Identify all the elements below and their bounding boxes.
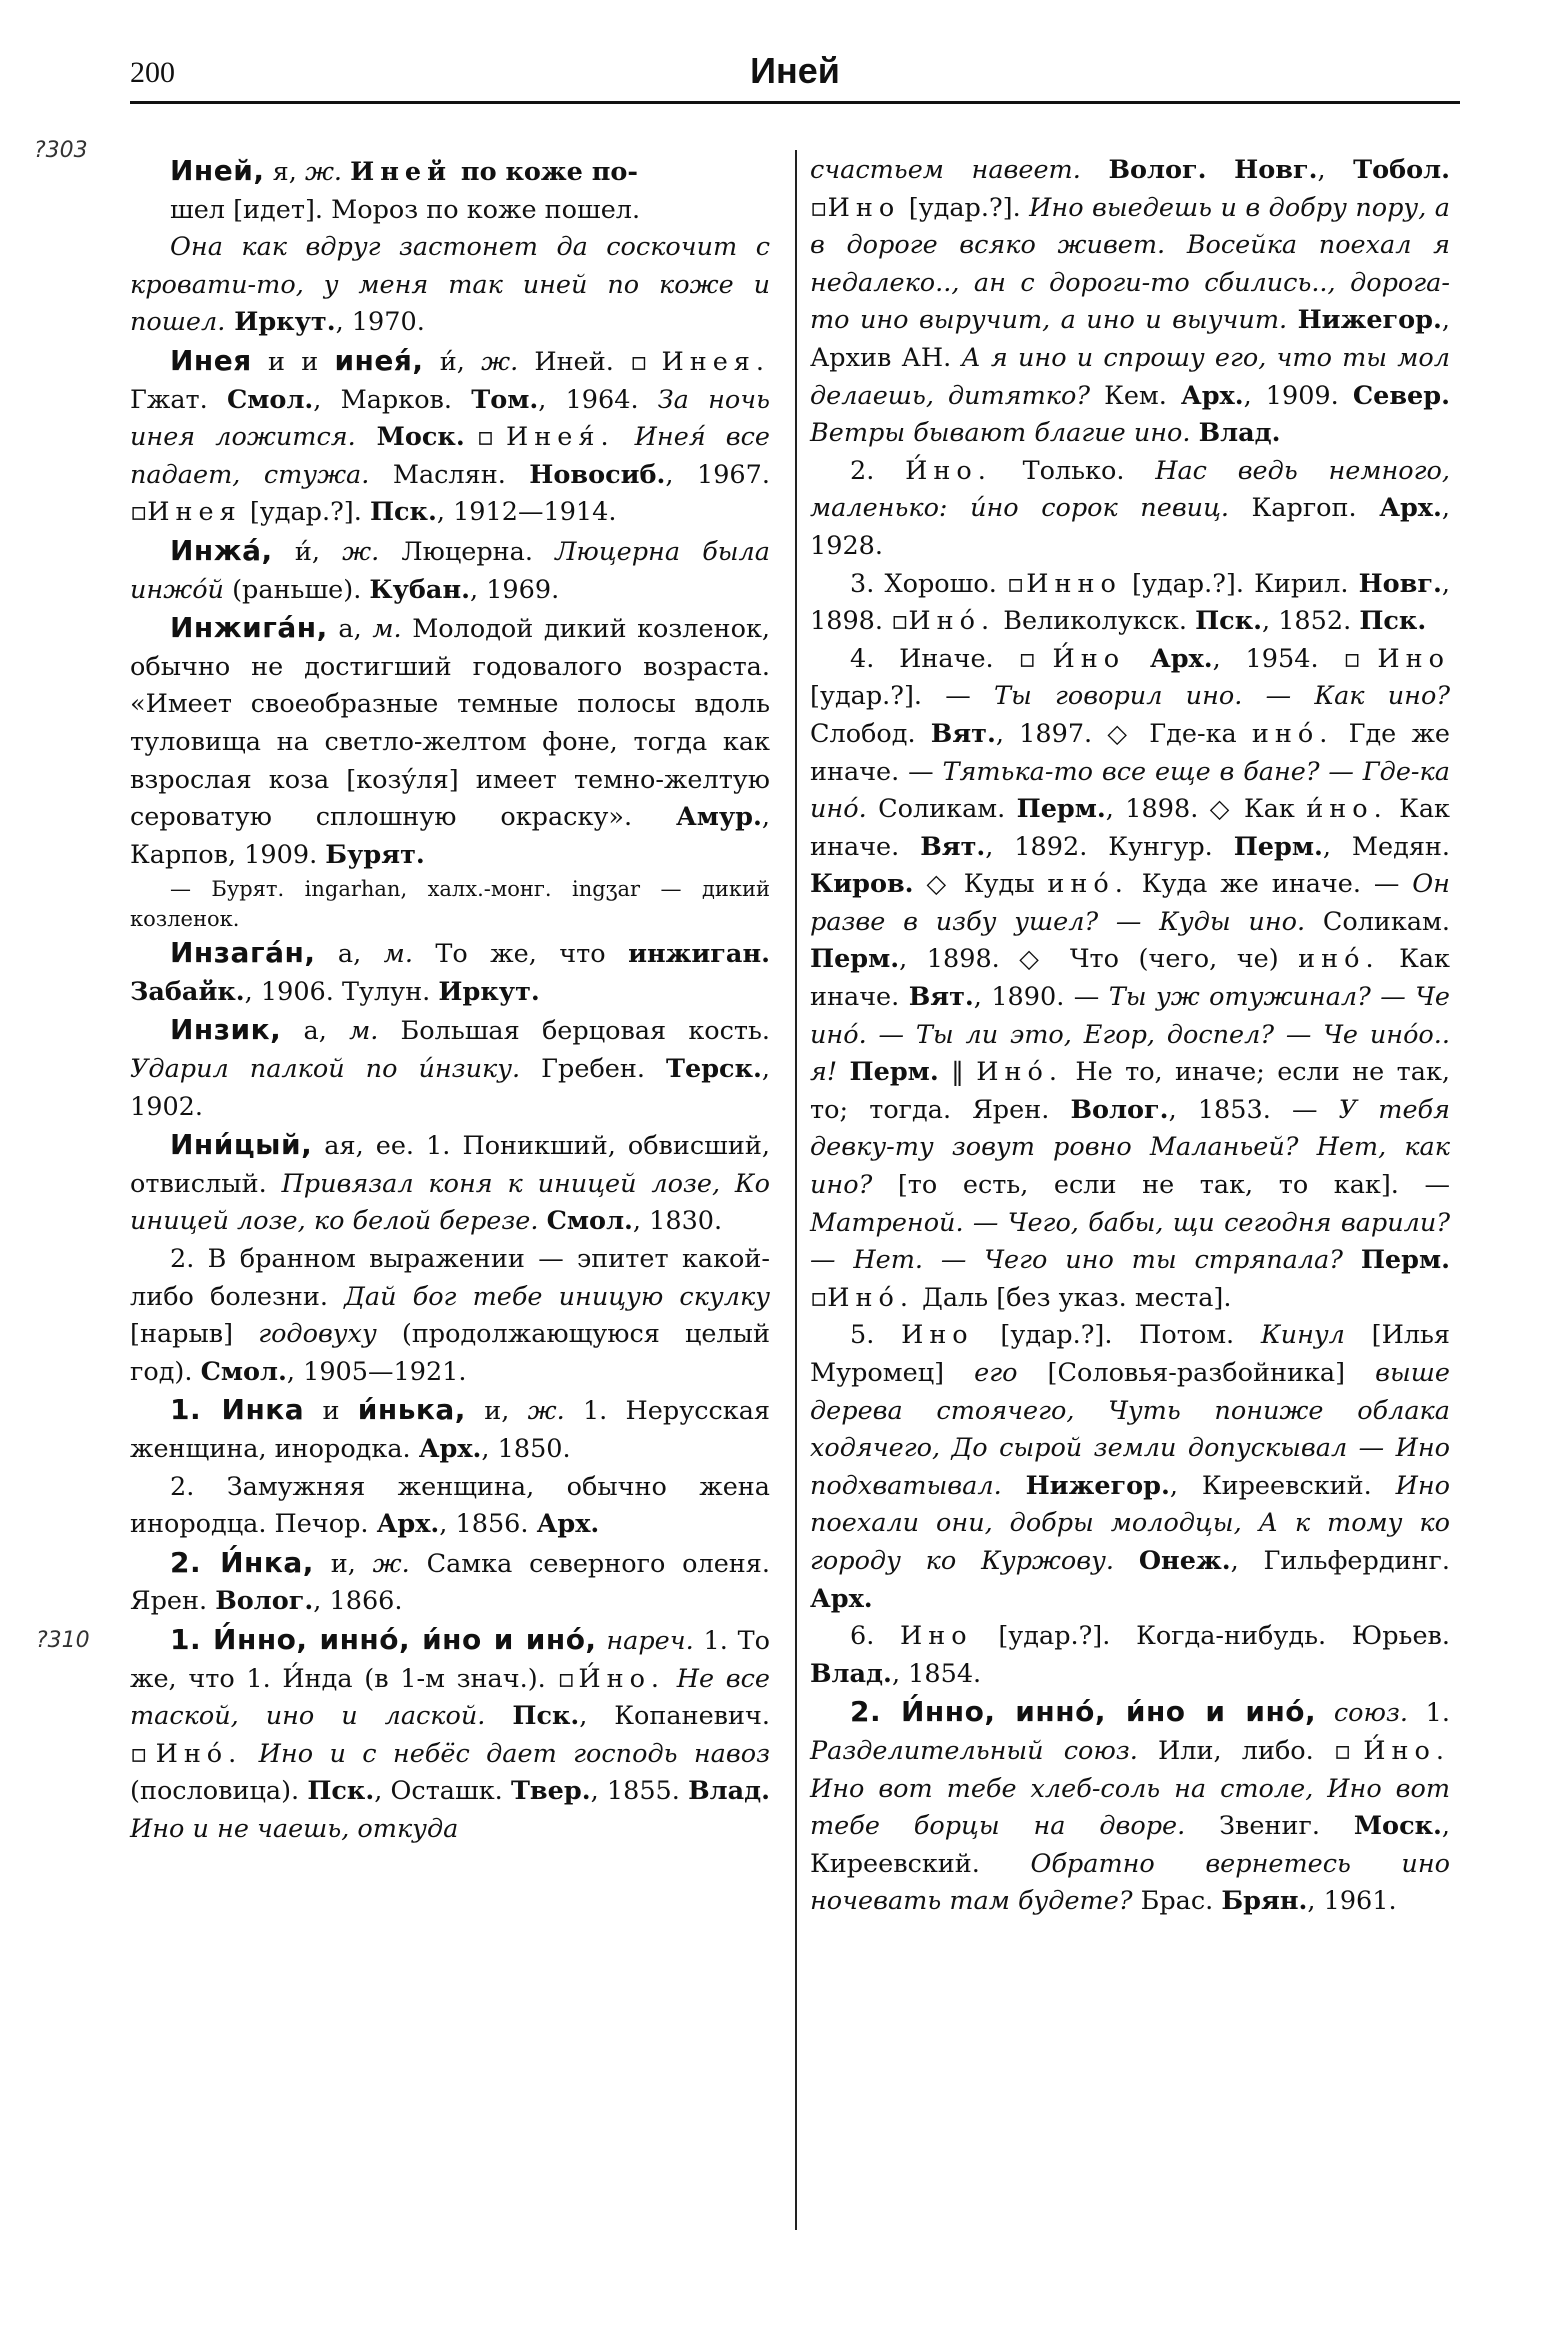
example-text: Он разве в избу ушел? — Куды ино. bbox=[810, 869, 1450, 937]
region-label: Пск. bbox=[307, 1776, 375, 1807]
entry-paragraph bbox=[130, 342, 770, 532]
definition-text: , bbox=[1317, 155, 1354, 185]
definition-text: и́, bbox=[272, 536, 343, 567]
definition-text: 4. Иначе. ▫ bbox=[850, 643, 1053, 674]
dictionary-entry bbox=[130, 1621, 770, 1849]
example-text: А я ино и спрошу его, что ты мол делаешь, дитятко? bbox=[810, 342, 1450, 411]
example-text: ж. bbox=[527, 1396, 565, 1427]
region-label: Арх. bbox=[1149, 643, 1213, 674]
definition-text: [Илья Муромец] bbox=[810, 1320, 1450, 1388]
region-label: Волог. bbox=[1108, 155, 1207, 185]
definition-text: Ино bbox=[900, 1621, 973, 1652]
example-text: Нас ведь немного, маленько: и́но сорок певиц. bbox=[810, 455, 1450, 524]
definition-text: [удар.?]. Когда-нибудь. Юрьев. bbox=[972, 1621, 1450, 1652]
dictionary-entry bbox=[810, 1693, 1450, 1921]
definition-text bbox=[597, 1626, 607, 1656]
region-label: Арх. bbox=[536, 1509, 600, 1540]
region-label: Амур. bbox=[675, 802, 762, 833]
definition-text: , 1967. ▫ bbox=[130, 459, 770, 528]
definition-text bbox=[665, 1664, 677, 1694]
definition-text: , 1905—1921. bbox=[286, 1356, 467, 1387]
dictionary-entry bbox=[130, 609, 770, 934]
etymology-note: — Бурят. ingarhan, халх.-монг. ingʒar — дикий козленок. bbox=[130, 877, 770, 932]
example-text: Ты уж отужинал? — Че ино́. — Ты ли это, Егор, доспел? — Че ино́о.. я! bbox=[810, 982, 1451, 1088]
example-text: ж. bbox=[304, 157, 343, 187]
example-text: его bbox=[974, 1358, 1018, 1388]
example-text: ж. bbox=[342, 536, 380, 567]
example-text: Разделительный союз. bbox=[810, 1735, 1138, 1766]
definition-text: Ино́. bbox=[827, 1282, 914, 1313]
example-text: У тебя девку-ту зовут ровно Маланьей? Нет, как ино? bbox=[810, 1094, 1450, 1201]
definition-text: 6. bbox=[850, 1621, 901, 1652]
definition-text: , 1964. bbox=[538, 384, 658, 415]
example-text: выше дерева стоячего, Чуть пониже облака ходячего, До сырой земли допускывал — Ино подхватывал. bbox=[810, 1358, 1451, 1501]
example-text: м. bbox=[372, 614, 402, 645]
example-text: нареч. bbox=[606, 1625, 694, 1656]
margin-note-handwritten: ?310 bbox=[36, 1628, 90, 1653]
definition-text: , Архив АН. bbox=[810, 305, 1450, 373]
definition-text bbox=[1207, 155, 1235, 185]
definition-text: Ино bbox=[901, 1320, 974, 1351]
definition-text: Инея́. bbox=[506, 422, 615, 453]
definition-text: 1. Нерусская женщина, инородка. bbox=[130, 1396, 770, 1464]
definition-text: Самка северного оленя. Ярен. bbox=[130, 1548, 770, 1617]
region-label: Смол. bbox=[200, 1356, 287, 1387]
region-label: Арх. bbox=[376, 1509, 440, 1540]
definition-text bbox=[837, 1057, 849, 1087]
example-text: Кинул bbox=[1260, 1320, 1345, 1351]
region-label: Влад. bbox=[1198, 418, 1281, 449]
margin-note-handwritten: ?303 bbox=[34, 138, 88, 163]
left-column bbox=[130, 152, 770, 1849]
headword: Инжига́н, bbox=[170, 611, 328, 645]
definition-text: ▫ bbox=[464, 422, 507, 453]
definition-text: Гжат. bbox=[130, 384, 227, 415]
definition-text: Кем. bbox=[1090, 380, 1181, 411]
definition-text: Великолукск. bbox=[995, 606, 1196, 637]
right-column bbox=[810, 152, 1450, 1921]
dictionary-entry bbox=[130, 342, 770, 532]
definition-text: ▫ bbox=[810, 1282, 828, 1313]
definition-text: Иней. bbox=[518, 346, 631, 377]
example-text: ж. bbox=[481, 346, 519, 377]
example-text: Ветры бывают благие ино. bbox=[810, 418, 1191, 449]
entry-paragraph bbox=[130, 1391, 770, 1468]
definition-text: 5. bbox=[850, 1320, 902, 1351]
definition-text: Инея bbox=[147, 497, 242, 528]
definition-text: 2. Замужняя женщина, обычно жена инородца. Печор. bbox=[130, 1471, 770, 1540]
definition-text: 2. В бранном выражении — эпитет какой-либо болезни. bbox=[130, 1244, 770, 1312]
example-text: Ино и не чаешь, откуда bbox=[130, 1813, 459, 1844]
region-label: Моск. bbox=[1353, 1811, 1442, 1842]
definition-text: Куда же иначе. — bbox=[1128, 869, 1413, 900]
definition-text: То же, что bbox=[412, 939, 629, 970]
definition-text: и, bbox=[465, 1396, 528, 1427]
definition-text: и́, bbox=[423, 346, 482, 377]
definition-text: , 1830. bbox=[632, 1206, 723, 1237]
region-label: Вят. bbox=[920, 831, 986, 862]
definition-text: 1. bbox=[1407, 1698, 1451, 1729]
region-label: Вят. bbox=[930, 718, 996, 749]
region-label: Арх. bbox=[810, 1583, 873, 1614]
region-label: Волог. bbox=[1070, 1094, 1169, 1125]
definition-text: Или, либо. ▫ bbox=[1137, 1735, 1364, 1766]
entry-paragraph bbox=[130, 934, 770, 1011]
dictionary-entry bbox=[130, 152, 770, 342]
region-label: Перм. bbox=[1016, 794, 1106, 825]
dictionary-entry bbox=[130, 1544, 770, 1621]
definition-text: , 1892. Кунгур. bbox=[985, 831, 1234, 862]
example-text: Не все таской, ино и лаской. bbox=[130, 1663, 770, 1732]
entry-paragraph bbox=[130, 1011, 770, 1126]
entry-paragraph bbox=[130, 152, 770, 192]
definition-text: И́но. bbox=[578, 1663, 666, 1694]
example-text: Ино вот тебе хлеб-соль на столе, Ино вот тебе борцы на дворе. bbox=[810, 1773, 1450, 1842]
definition-text: ая, ее. 1. Поникший, обвисший, отвислый. bbox=[130, 1131, 770, 1199]
region-label: Перм. bbox=[1233, 831, 1323, 862]
example-text: Ино выедешь и в добру пору, а в дороге всяко живет. Восейка поехал я недалеко.., ан с дороги-то сбились.., дорога-то ино выручит, а ино и выучит. bbox=[810, 192, 1450, 336]
region-label: Арх. bbox=[1379, 493, 1442, 524]
region-label: Влад. bbox=[688, 1776, 770, 1807]
definition-text: , Киреевский. bbox=[1169, 1470, 1396, 1501]
headword: 1. И́нно, инно́, и́но и ино́, bbox=[170, 1622, 597, 1656]
example-text: Дай бог тебе иницую скулку bbox=[344, 1281, 770, 1312]
example-text: Она как вдруг застонет да соскочит с кровати-то, у меня так иней по коже и пошел. bbox=[130, 232, 770, 338]
region-label: Арх. bbox=[418, 1434, 482, 1464]
definition-text: , 1954. ▫ bbox=[1212, 643, 1378, 674]
definition-text: ▫ bbox=[810, 192, 828, 223]
definition-text: Ино́. bbox=[976, 1057, 1063, 1088]
definition-text: [удар.?]. bbox=[900, 192, 1030, 223]
definition-text: а, bbox=[315, 939, 384, 970]
region-label: Волог. bbox=[215, 1586, 314, 1617]
definition-text: [удар.?]. — bbox=[810, 681, 994, 712]
region-label: Том. bbox=[471, 384, 539, 415]
region-label: по коже по- bbox=[452, 157, 639, 187]
definition-text bbox=[1081, 155, 1109, 185]
definition-text: Как иначе. bbox=[810, 794, 1450, 862]
region-label: Новг. bbox=[1358, 568, 1442, 599]
definition-text: ◇ Куды bbox=[913, 869, 1048, 900]
entry-paragraph bbox=[810, 1317, 1450, 1618]
headword: 1. Инка bbox=[170, 1393, 305, 1427]
definition-text: Ино bbox=[1377, 643, 1450, 674]
region-label: Перм. bbox=[810, 944, 900, 975]
definition-text: и, bbox=[313, 1548, 373, 1579]
definition-text bbox=[1316, 1698, 1334, 1728]
definition-text: Ино́. bbox=[908, 606, 996, 637]
dictionary-entry bbox=[130, 1011, 770, 1126]
dictionary-entry bbox=[130, 934, 770, 1011]
example-text: годовуху bbox=[258, 1319, 377, 1350]
definition-text: 1. То же, что 1. И́нда (в 1-м знач.). ▫ bbox=[130, 1625, 770, 1694]
definition-text: Соликам. bbox=[866, 794, 1017, 825]
entry-paragraph bbox=[130, 609, 770, 874]
definition-text: , 1906. Тулун. bbox=[244, 976, 439, 1007]
definition-text: ино́. bbox=[1047, 869, 1129, 900]
definition-text: , 1898. ◇ Что (чего, че) bbox=[899, 944, 1299, 975]
region-label: Пск. bbox=[512, 1701, 580, 1732]
definition-text: , 1852. bbox=[1262, 606, 1360, 637]
region-label: Перм. bbox=[849, 1057, 939, 1088]
definition-text: Большая берцовая кость. bbox=[378, 1016, 770, 1047]
definition-text: и и bbox=[251, 346, 335, 377]
definition-text: , 1890. — bbox=[973, 982, 1109, 1013]
definition-text: Как иначе. bbox=[810, 944, 1450, 1013]
region-label: инжиган. bbox=[628, 939, 770, 970]
example-text: Привязал коня к иницей лозе, Ко иницей лозе, ко белой березе. bbox=[130, 1168, 770, 1237]
definition-text: 3. Хорошо. ▫ bbox=[850, 568, 1027, 599]
entry-paragraph bbox=[130, 1544, 770, 1621]
definition-text: , 1928. bbox=[810, 493, 1450, 561]
example-text: ж. bbox=[372, 1548, 410, 1579]
region-label: Пск. bbox=[1195, 606, 1262, 637]
definition-text: , 1897. ◇ Где-ка bbox=[995, 718, 1252, 749]
region-label: Терск. bbox=[666, 1054, 762, 1085]
definition-text: Слобод. bbox=[810, 718, 931, 749]
entry-paragraph bbox=[130, 1126, 770, 1241]
definition-text: ино́. bbox=[1251, 718, 1334, 749]
definition-text: Инно bbox=[1026, 568, 1122, 599]
definition-text: , Медян. bbox=[1322, 831, 1451, 862]
definition-text: , 1898. ◇ Как bbox=[1105, 794, 1307, 825]
definition-text: , 1970. bbox=[335, 307, 425, 338]
definition-text: и́но. bbox=[1306, 794, 1388, 825]
definition-text: шел [идет]. Мороз по коже пошел. bbox=[170, 194, 641, 225]
entry-paragraph bbox=[810, 152, 1450, 453]
definition-text: Звениг. bbox=[1185, 1811, 1354, 1842]
headword: 2. И́нка, bbox=[170, 1545, 314, 1579]
example-text: Матреной. — Чего, бабы, щи сегодня варили? — Нет. — Чего ино ты стряпала? bbox=[810, 1207, 1450, 1276]
definition-text: [удар.?]. Потом. bbox=[973, 1320, 1261, 1351]
definition-text: (продолжающуюся целый год). bbox=[130, 1319, 770, 1387]
dictionary-entry bbox=[130, 1126, 770, 1391]
definition-text: 2. bbox=[850, 455, 906, 486]
region-label: Моск. bbox=[355, 422, 465, 453]
region-label: Новг. bbox=[1234, 155, 1318, 185]
example-text: Ты говорил ино. — Как ино? bbox=[994, 681, 1450, 712]
definition-text: Не то, иначе; если не так, то; тогда. Ярен. bbox=[810, 1057, 1450, 1125]
headword: Инжа́, bbox=[170, 533, 273, 567]
example-text: союз. bbox=[1333, 1698, 1408, 1729]
region-label: Смол. bbox=[546, 1206, 633, 1237]
definition-text: Маслян. bbox=[369, 459, 530, 490]
definition-text: , 1853. — bbox=[1168, 1094, 1339, 1125]
definition-text: , 1856. bbox=[439, 1509, 537, 1540]
region-label: Пск. bbox=[369, 497, 437, 528]
region-label: Бурят. bbox=[325, 839, 425, 870]
region-label: Север. bbox=[1352, 380, 1450, 411]
definition-text: Соликам. bbox=[1305, 906, 1450, 937]
definition-text: [удар.?]. bbox=[241, 497, 370, 528]
definition-text: , Киреевский. bbox=[810, 1811, 1450, 1879]
definition-text bbox=[1114, 1546, 1139, 1576]
example-text: м. bbox=[383, 939, 413, 970]
entry-paragraph bbox=[130, 1621, 770, 1849]
region-label: Киров. bbox=[810, 869, 914, 900]
region-label: Новосиб. bbox=[529, 459, 666, 490]
definition-text: (пословица). bbox=[130, 1776, 308, 1807]
definition-text: , Гильфердинг. bbox=[1230, 1545, 1450, 1576]
definition-text bbox=[539, 1206, 547, 1236]
definition-text: , 1912—1914. bbox=[436, 497, 617, 528]
region-label: Забайк. bbox=[130, 976, 245, 1007]
example-text: Тятька-то все еще в бане? — Где-ка ино́. bbox=[810, 756, 1450, 825]
definition-text: [Соловья-разбойника] bbox=[1017, 1358, 1376, 1388]
definition-text: ▫Инея. bbox=[630, 346, 770, 377]
definition-text: а, bbox=[281, 1016, 350, 1047]
definition-text: И́но bbox=[1052, 643, 1126, 674]
region-label: Твер. bbox=[510, 1776, 591, 1807]
definition-text: , Копаневич. ▫ bbox=[130, 1701, 770, 1769]
dictionary-entry bbox=[130, 532, 770, 609]
definition-text: Где же иначе. — bbox=[810, 718, 1451, 787]
definition-text bbox=[1002, 1471, 1026, 1501]
definition-text: ‖ bbox=[938, 1057, 977, 1088]
example-text: Ино и с небёс дает господь навоз bbox=[258, 1738, 770, 1769]
entry-paragraph bbox=[810, 1693, 1450, 1921]
example-text: Ударил палкой по и́нзику. bbox=[130, 1054, 521, 1085]
region-label: Иркут. bbox=[225, 307, 336, 338]
definition-text: Только. bbox=[991, 455, 1156, 486]
example-text: Ино поехали они, добры молодцы, А к тому ко городу ко Куржову. bbox=[810, 1470, 1450, 1576]
page-number: 200 bbox=[130, 56, 175, 89]
definition-text: , Осташк. bbox=[374, 1776, 511, 1807]
example-text: Инея́ все падает, стужа. bbox=[130, 422, 771, 490]
definition-text bbox=[485, 1701, 512, 1731]
region-label: Иней bbox=[350, 157, 453, 187]
region-label: Вят. bbox=[908, 982, 974, 1013]
running-head: Иней bbox=[750, 50, 840, 91]
headword: и́нька, bbox=[357, 1393, 466, 1427]
definition-text: , 1855. bbox=[590, 1776, 689, 1807]
example-text: Обратно вернетесь ино ночевать там будете? bbox=[810, 1848, 1451, 1917]
region-label: Иркут. bbox=[438, 976, 540, 1007]
dictionary-entry bbox=[810, 152, 1450, 453]
definition-text: Люцерна. bbox=[379, 536, 556, 567]
headword: Инея bbox=[170, 343, 252, 377]
definition-text: , 1854. bbox=[891, 1658, 982, 1689]
definition-text: , 1909. bbox=[1243, 380, 1353, 411]
definition-text: Ино bbox=[827, 192, 901, 223]
definition-text: , 1969. bbox=[470, 574, 560, 605]
dictionary-entry bbox=[810, 566, 1450, 641]
definition-text: Брас. bbox=[1132, 1886, 1222, 1917]
definition-text: , Карпов, 1909. bbox=[130, 802, 770, 870]
definition-text: И́но. bbox=[1363, 1735, 1450, 1766]
header-rule bbox=[130, 101, 1460, 104]
dictionary-entry bbox=[810, 1618, 1450, 1693]
region-label: Смол. bbox=[226, 384, 314, 415]
definition-text: (раньше). bbox=[223, 574, 370, 605]
definition-text: и bbox=[304, 1396, 358, 1427]
entry-paragraph bbox=[130, 229, 770, 342]
definition-text: [удар.?]. Кирил. bbox=[1121, 568, 1359, 599]
definition-text: [то есть, если не так, то как]. — bbox=[872, 1170, 1450, 1201]
sense-paragraph bbox=[130, 1469, 770, 1544]
definition-text: Каргоп. bbox=[1229, 493, 1380, 524]
definition-text: И́но. bbox=[905, 455, 992, 486]
dictionary-entry bbox=[810, 453, 1450, 566]
dictionary-entry bbox=[810, 1317, 1450, 1618]
region-label: Онеж. bbox=[1138, 1545, 1231, 1576]
definition-text: [нарыв] bbox=[130, 1319, 259, 1350]
entry-paragraph bbox=[810, 566, 1450, 641]
definition-text: ино́. bbox=[1298, 944, 1380, 975]
sense-paragraph bbox=[130, 1241, 770, 1391]
headword: Иней, bbox=[170, 154, 265, 187]
entry-paragraph bbox=[810, 1618, 1450, 1693]
column-divider bbox=[795, 150, 797, 2230]
region-label: Нижегор. bbox=[1297, 305, 1442, 336]
definition-text bbox=[1125, 644, 1150, 674]
region-label: Тобол. bbox=[1353, 155, 1451, 185]
example-text: м. bbox=[349, 1016, 379, 1047]
headword: Инзик, bbox=[170, 1013, 282, 1047]
definition-text bbox=[242, 1739, 258, 1769]
definition-text bbox=[342, 157, 350, 187]
definition-text: , 1902. bbox=[130, 1054, 770, 1122]
definition-text: а, bbox=[327, 614, 373, 645]
headword: Инзага́н, bbox=[170, 936, 316, 970]
headword: Ини́цый, bbox=[170, 1128, 313, 1162]
definition-text: , 1961. bbox=[1307, 1886, 1397, 1917]
region-label: Перм. bbox=[1360, 1245, 1451, 1276]
region-label: Пск. bbox=[1359, 606, 1427, 637]
entry-paragraph bbox=[810, 453, 1450, 566]
region-label: Арх. bbox=[1180, 380, 1244, 411]
region-label: Брян. bbox=[1221, 1886, 1308, 1917]
definition-text: Гребен. bbox=[520, 1054, 667, 1085]
example-text: счастьем навеет. bbox=[810, 155, 1081, 185]
entry-paragraph bbox=[130, 192, 770, 230]
dictionary-entry bbox=[810, 641, 1450, 1318]
definition-text: я, bbox=[264, 157, 305, 187]
headword: 2. И́нно, инно́, и́но и ино́, bbox=[850, 1695, 1317, 1729]
definition-text: , 1866. bbox=[313, 1586, 403, 1617]
example-text: Люцерна была инжо́й bbox=[130, 536, 770, 605]
definition-text bbox=[1287, 305, 1297, 335]
definition-text bbox=[1191, 418, 1199, 448]
definition-text: Ино́. bbox=[155, 1738, 243, 1769]
dictionary-entry bbox=[130, 1391, 770, 1543]
example-text: За ночь инея ложится. bbox=[130, 384, 770, 453]
definition-text: , Марков. bbox=[313, 384, 472, 415]
definition-text: , 1898. ▫ bbox=[810, 568, 1451, 637]
region-label: Нижегор. bbox=[1025, 1470, 1170, 1501]
definition-text: , 1850. bbox=[481, 1434, 571, 1464]
entry-paragraph bbox=[810, 641, 1450, 1318]
headword: инея́, bbox=[334, 343, 424, 377]
definition-text bbox=[1343, 1245, 1361, 1275]
region-label: Влад. bbox=[810, 1658, 892, 1689]
definition-text: Даль [без указ. места]. bbox=[914, 1282, 1232, 1313]
definition-text: Молодой дикий козленок, обычно не достигший годовалого возраста. «Имеет своеобразные темные полосы вдоль туловища на светло-желтом фоне, тогда как взрослая коза [козу́ля] имеет темно-желтую сероватую сплошную окраску». bbox=[130, 614, 770, 833]
region-label: Кубан. bbox=[369, 574, 470, 605]
entry-paragraph bbox=[130, 532, 770, 609]
